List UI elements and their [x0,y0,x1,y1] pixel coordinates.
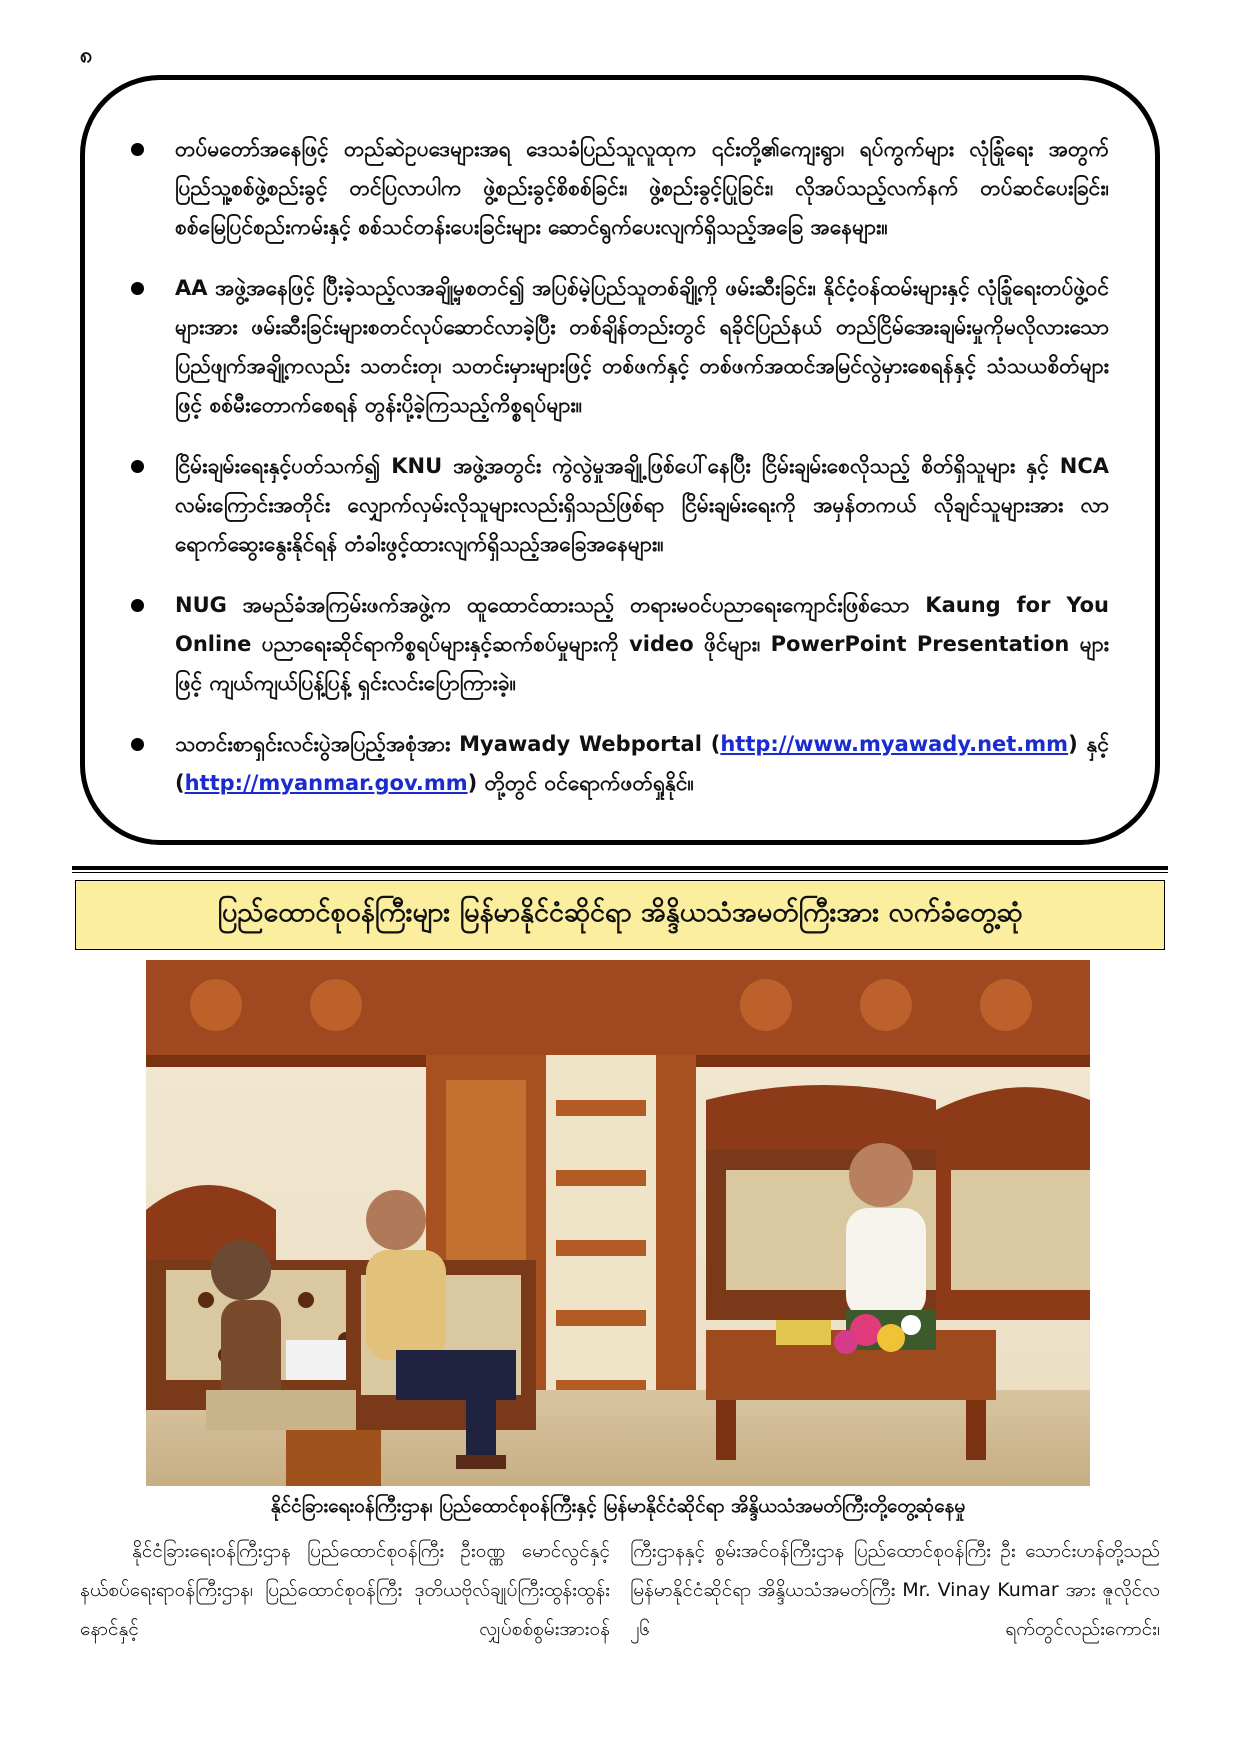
article-headline: ပြည်ထောင်စုဝန်ကြီးများ မြန်မာနိုင်ငံဆိုင်ရာ အိန္ဒိယသံအမတ်ကြီးအား လက်ခံတွေ့ဆုံ [75,880,1165,950]
bullet-text-before: သတင်းစာရှင်းလင်းပွဲအပြည့်အစုံအား Myawady Webportal ( [175,732,721,756]
myawady-link[interactable]: http://www.myawady.net.mm [720,732,1069,756]
photo-caption: နိုင်ငံခြားရေးဝန်ကြီးဌာန၊ ပြည်ထောင်စုဝန်ကြီးနှင့် မြန်မာနိုင်ငံဆိုင်ရာ အိန္ဒိယသံအမတ်ကြီးတို့တွေ့ဆုံနေမှု [270,1495,966,1517]
bullet-text: AA အဖွဲ့အနေဖြင့် ပြီးခဲ့သည့်လအချို့မှစတင်၍ အပြစ်မဲ့ပြည်သူတစ်ချို့ကို ဖမ်းဆီးခြင်း၊ နိုင်ငံ့ဝန်ထမ်းများနှင့် လုံခြုံရေးတပ်ဖွဲ့ဝင်များအား ဖမ်းဆီးခြင်းများစတင်လုပ်ဆောင်လာခဲ့ပြီး တစ်ချိန်တည်းတွင် ရခိုင်ပြည်နယ် တည်ငြိမ်အေးချမ်းမှုကိုမလိုလားသော ပြည်ဖျက်အချို့ကလည်း သတင်းတု၊ သတင်းမှားများဖြင့် တစ်ဖက်နှင့် တစ်ဖက်အထင်အမြင်လွဲမှားစေရန်နှင့် သံသယစိတ်များဖြင့် စစ်မီးတောက်စေရန် တွန်းပို့ခဲ့ကြသည့်ကိစ္စရပ်များ။ [175,276,1109,417]
article-body-left: နိုင်ငံခြားရေးဝန်ကြီးဌာန ပြည်ထောင်စုဝန်ကြီး ဦးဝဏ္ဏ မောင်လွင်နှင့် နယ်စပ်ရေးရာဝန်ကြီးဌာန၊ ပြည်ထောင်စုဝန်ကြီး ဒုတိယဗိုလ်ချုပ်ကြီးထွန်းထွန်းနောင်နှင့် လျှပ်စစ်စွမ်းအားဝန် [80,1540,610,1640]
section-divider-thin [72,872,1168,873]
bullet-icon [131,460,144,473]
section-divider [72,866,1168,870]
bullet-icon [131,143,144,156]
page-number: ၈ [80,43,93,68]
bullet-list [131,130,1109,803]
list-item [131,586,1109,703]
bullet-icon [131,738,144,751]
bullet-text-middle: ) နှင့် ( [175,732,1109,795]
bullet-text-after: ) တို့တွင် ဝင်ရောက်ဖတ်ရှုနိုင်။ [467,771,694,795]
bullet-summary-box [80,75,1160,845]
list-item [131,130,1109,247]
myanmar-gov-link[interactable]: http://myanmar.gov.mm [184,771,468,795]
bullet-icon [131,282,144,295]
list-item [131,447,1109,564]
bullet-text: တပ်မတော်အနေဖြင့် တည်ဆဲဥပဒေများအရ ဒေသခံပြည်သူလူထုက ၎င်းတို့၏ကျေးရွာ၊ ရပ်ကွက်များ လုံခြုံရေး အတွက် ပြည်သူ့စစ်ဖွဲ့စည်းခွင့် တင်ပြလာပါက ဖွဲ့စည်းခွင့်စိစစ်ခြင်း၊ ဖွဲ့စည်းခွင့်ပြုခြင်း၊ လိုအပ်သည့်လက်နက် တပ်ဆင်ပေးခြင်း၊ စစ်မြေပြင်စည်းကမ်းနှင့် စစ်သင်တန်းပေးခြင်းများ ဆောင်ရွက်ပေးလျက်ရှိသည့်အခြေ အနေများ။ [175,137,1109,239]
article-body-right: ကြီးဌာနနှင့် စွမ်းအင်ဝန်ကြီးဌာန ပြည်ထောင်စုဝန်ကြီး ဦး သောင်းဟန်တို့သည် မြန်မာနိုင်ငံဆိုင်ရာ အိန္ဒိယသံအမတ်ကြီး Mr. Vinay Kumar အား ဇူလိုင်လ ၂၆ ရက်တွင်လည်းကောင်း၊ [630,1540,1160,1640]
list-item [131,269,1109,425]
bullet-text: NUG အမည်ခံအကြမ်းဖက်အဖွဲ့က ထူထောင်ထားသည့် တရားမဝင်ပညာရေးကျောင်းဖြစ်သော Kaung for You Online ပညာရေးဆိုင်ရာကိစ္စရပ်များနှင့်ဆက်စပ်မှုများကို video ဖိုင်များ၊ PowerPoint Presentation များဖြင့် ကျယ်ကျယ်ပြန့်ပြန့် ရှင်းလင်းပြောကြားခဲ့။ [175,593,1109,695]
meeting-photo [146,960,1090,1486]
list-item [131,725,1109,803]
bullet-text: ငြိမ်းချမ်းရေးနှင့်ပတ်သက်၍ KNU အဖွဲ့အတွင်း ကွဲလွဲမှုအချို့ဖြစ်ပေါ်နေပြီး ငြိမ်းချမ်းစေလိုသည့် စိတ်ရှိသူများ နှင့် NCA လမ်းကြောင်းအတိုင်း လျှောက်လှမ်းလိုသူများလည်းရှိသည်ဖြစ်ရာ ငြိမ်းချမ်းရေးကို အမှန်တကယ် လိုချင်သူများအား လာရောက်ဆွေးနွေးနိုင်ရန် တံခါးဖွင့်ထားလျက်ရှိသည့်အခြေအနေများ။ [175,454,1109,556]
bullet-icon [131,599,144,612]
